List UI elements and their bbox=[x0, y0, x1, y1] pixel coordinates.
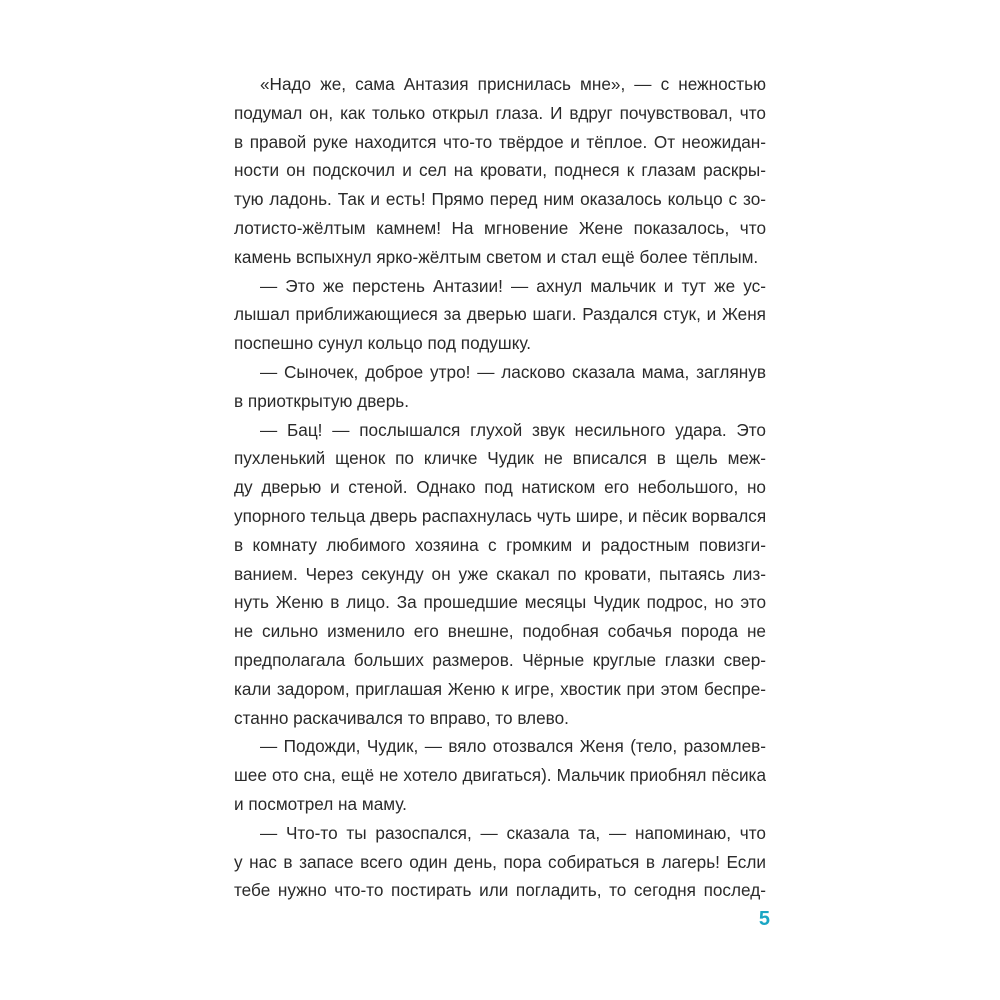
text-line: «Надо же, сама Антазия приснилась мне», — с нежностью bbox=[260, 74, 766, 94]
text-line: не сильно изменило его внешне, подобная собачья порода не bbox=[234, 621, 766, 642]
text-line: — Сыночек, доброе утро! — ласково сказала мама, заглянув bbox=[260, 361, 766, 382]
text-line: ванием. Через секунду он уже скакал по кровати, пытаясь лиз- bbox=[234, 563, 766, 584]
text-line: станно раскачивался то вправо, то влево. bbox=[234, 707, 569, 728]
page-number: 5 bbox=[758, 908, 770, 930]
text-line: в приоткрытую дверь. bbox=[234, 390, 409, 411]
text-line: пухленький щенок по кличке Чудик не вписался в щель меж- bbox=[234, 448, 766, 469]
text-line: лотисто-жёлтым камнем! На мгновение Жене показалось, что bbox=[234, 217, 766, 238]
text-line: и посмотрел на маму. bbox=[234, 793, 407, 814]
text-line: предполагала больших размеров. Чёрные круглые глазки свер- bbox=[234, 649, 766, 670]
text-line: нуть Женю в лицо. За прошедшие месяцы Чудик подрос, но это bbox=[234, 592, 766, 613]
text-line: ности он подскочил и сел на кровати, поднеся к глазам раскры- bbox=[234, 160, 766, 181]
text-line: — Что-то ты разоспался, — сказала та, — напоминаю, что bbox=[260, 822, 766, 843]
text-line: в правой руке находится что-то твёрдое и тёплое. От неожидан- bbox=[234, 131, 766, 152]
text-line: лышал приближающиеся за дверью шаги. Раздался стук, и Женя bbox=[234, 304, 766, 325]
text-line: — Подожди, Чудик, — вяло отозвался Женя (тело, разомлев- bbox=[260, 736, 766, 757]
text-line: ду дверью и стеной. Однако под натиском его небольшого, но bbox=[234, 477, 766, 498]
body-text bbox=[234, 70, 766, 905]
text-line: — Это же перстень Антазии! — ахнул мальчик и тут же ус- bbox=[260, 275, 766, 296]
text-line: тую ладонь. Так и есть! Прямо перед ним оказалось кольцо с зо- bbox=[234, 189, 766, 210]
text-line: камень вспыхнул ярко-жёлтым светом и стал ещё более тёплым. bbox=[234, 246, 759, 267]
text-line: поспешно сунул кольцо под подушку. bbox=[234, 333, 532, 354]
text-line: тебе нужно что-то постирать или погладить, то сегодня послед- bbox=[234, 880, 766, 901]
text-line: — Бац! — послышался глухой звук несильного удара. Это bbox=[260, 419, 766, 440]
text-line: подумал он, как только открыл глаза. И вдруг почувствовал, что bbox=[234, 102, 766, 123]
text-line: в комнату любимого хозяина с громким и радостным повизги- bbox=[234, 534, 766, 555]
text-line: шее ото сна, ещё не хотело двигаться). Мальчик приобнял пёсика bbox=[234, 765, 766, 786]
text-line: у нас в запасе всего один день, пора собираться в лагерь! Если bbox=[234, 851, 766, 872]
text-line: кали задором, приглашая Женю к игре, хвостик при этом беспре- bbox=[234, 678, 766, 699]
text-line: упорного тельца дверь распахнулась чуть шире, и пёсик ворвался bbox=[234, 505, 766, 526]
